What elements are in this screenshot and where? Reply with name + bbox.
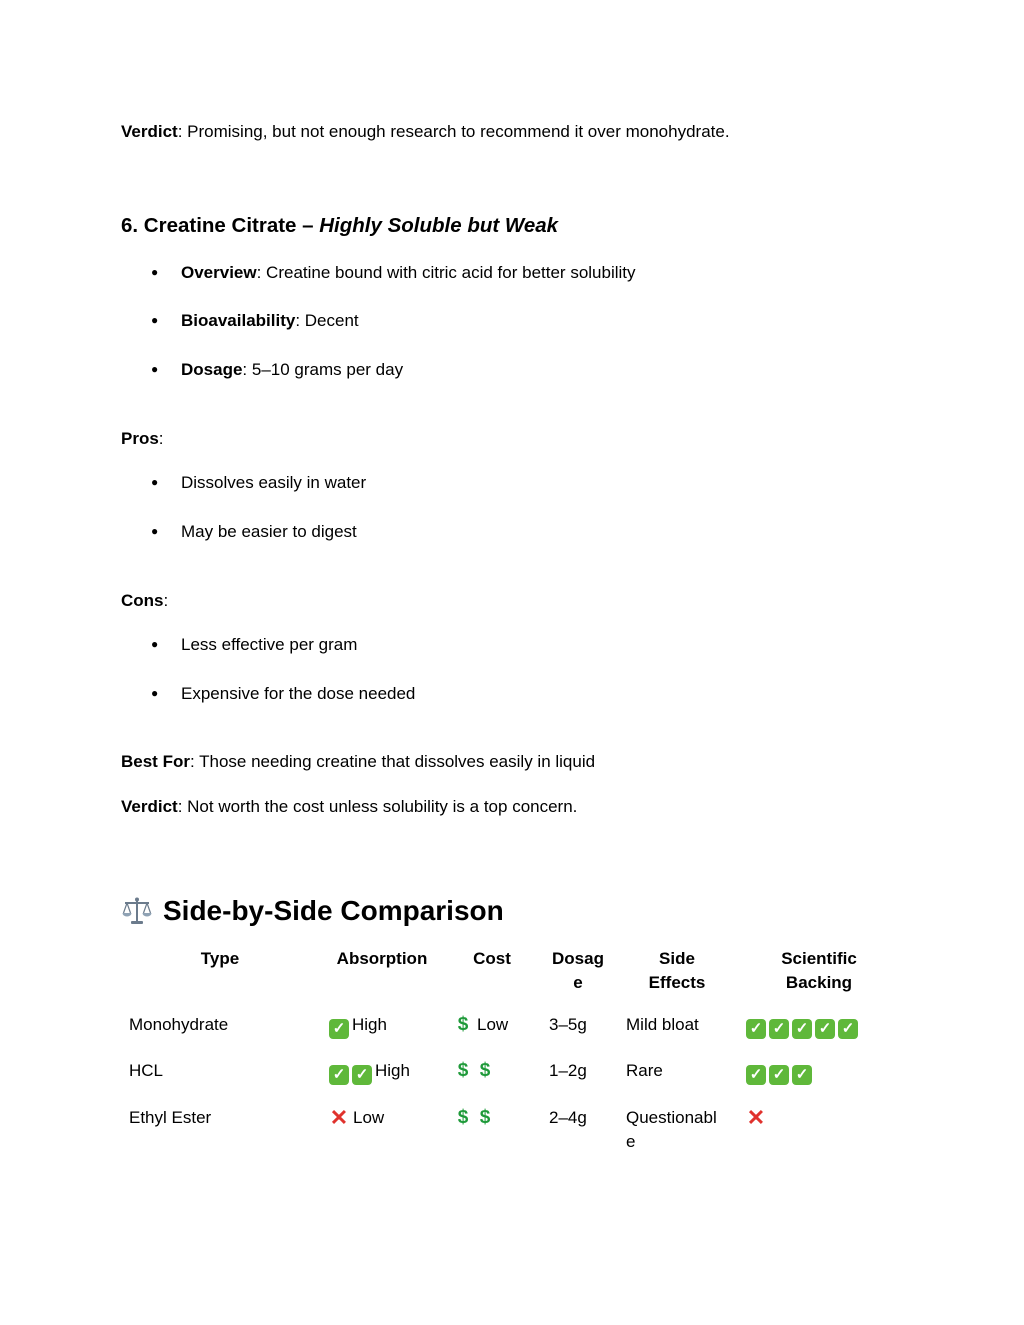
dollar-icon: $ xyxy=(457,1014,469,1035)
col-header-side-effects xyxy=(627,947,727,995)
balance-scale-icon xyxy=(121,895,153,927)
dollar-icon: $ xyxy=(479,1060,491,1081)
check-mark-icon: ✓ xyxy=(329,1019,349,1039)
cell-type: HCL xyxy=(129,1061,164,1080)
best-for xyxy=(121,752,595,772)
cell-absorption xyxy=(329,1106,449,1130)
cell-absorption xyxy=(329,1013,449,1039)
dollar-icon: $ xyxy=(479,1107,491,1128)
prev-verdict-text: : Promising, but not enough research to recommend it over monohydrate. xyxy=(177,122,730,141)
cell-side-line1: Questionabl xyxy=(626,1108,717,1127)
cell-side-effects xyxy=(626,1059,741,1083)
check-mark-icon: ✓ xyxy=(769,1065,789,1085)
comparison-heading xyxy=(121,895,504,927)
cell-type: Ethyl Ester xyxy=(129,1108,212,1127)
verdict-text: : Not worth the cost unless solubility is a top concern. xyxy=(177,797,578,816)
dollar-icon: $ xyxy=(457,1060,469,1081)
bullet-icon: ● xyxy=(151,362,159,376)
check-mark-icon: ✓ xyxy=(329,1065,349,1085)
cell-cost xyxy=(455,1059,545,1083)
cell-dosage: 2–4g xyxy=(549,1108,587,1127)
check-mark-icon: ✓ xyxy=(769,1019,789,1039)
col-header-backing-line1: Scientific xyxy=(781,949,857,968)
list-item-label: Bioavailability xyxy=(181,311,296,330)
verdict xyxy=(121,797,577,817)
col-header-dosage-line1: Dosag xyxy=(552,949,604,968)
check-mark-icon: ✓ xyxy=(792,1065,812,1085)
cell-absorption-text: High xyxy=(375,1061,410,1080)
best-for-text: : Those needing creatine that dissolves easily in liquid xyxy=(189,752,596,771)
col-header-type: Type xyxy=(200,949,240,968)
cell-backing xyxy=(746,1106,886,1130)
list-item-text: : Creatine bound with citric acid for better solubility xyxy=(256,263,636,282)
list-item xyxy=(181,311,359,331)
col-header-cost: Cost xyxy=(473,949,511,968)
best-for-label: Best For xyxy=(121,752,190,771)
list-item xyxy=(181,360,403,380)
cell-side-line2: e xyxy=(626,1132,636,1151)
bullet-icon: ● xyxy=(151,686,159,700)
list-item-text: : 5–10 grams per day xyxy=(242,360,404,379)
bullet-icon: ● xyxy=(151,637,159,651)
pros-item: May be easier to digest xyxy=(181,522,357,541)
cons-item: Expensive for the dose needed xyxy=(181,684,416,703)
cell-side-effects xyxy=(626,1013,741,1037)
cell-cost-text: Low xyxy=(477,1015,509,1034)
cell-dosage: 3–5g xyxy=(549,1015,587,1034)
cell-type: Monohydrate xyxy=(129,1015,229,1034)
col-header-backing xyxy=(759,947,879,995)
cell-side-line1: Mild bloat xyxy=(626,1015,699,1034)
pros-label: Pros xyxy=(121,429,159,448)
col-header-dosage xyxy=(540,947,616,995)
section-title xyxy=(121,214,558,238)
cons-heading: Cons: xyxy=(121,591,169,610)
cell-backing xyxy=(746,1013,886,1039)
col-header-dosage-line2: e xyxy=(573,973,583,992)
check-mark-icon: ✓ xyxy=(746,1065,766,1085)
cell-absorption-text: High xyxy=(352,1015,387,1034)
cell-side-effects xyxy=(626,1106,741,1154)
pros-item: Dissolves easily in water xyxy=(181,473,367,492)
cell-dosage: 1–2g xyxy=(549,1061,587,1080)
cell-absorption xyxy=(329,1059,449,1085)
section-title-main: 6. Creatine Citrate – xyxy=(121,214,320,237)
list-item-label: Dosage xyxy=(181,360,243,379)
check-mark-icon: ✓ xyxy=(838,1019,858,1039)
bullet-icon: ● xyxy=(151,524,159,538)
cross-mark-icon: ✕ xyxy=(329,1105,349,1130)
list-item xyxy=(181,263,636,283)
check-mark-icon: ✓ xyxy=(746,1019,766,1039)
cell-backing xyxy=(746,1059,886,1085)
bullet-icon: ● xyxy=(151,313,159,327)
cons-label: Cons xyxy=(121,591,164,610)
cell-cost xyxy=(455,1013,545,1037)
col-header-side-line2: Effects xyxy=(648,973,706,992)
verdict-label: Verdict xyxy=(121,797,178,816)
col-header-side-line1: Side xyxy=(659,949,695,968)
col-header-absorption: Absorption xyxy=(336,949,428,968)
cross-mark-icon: ✕ xyxy=(746,1105,766,1130)
cons-item: Less effective per gram xyxy=(181,635,358,654)
list-item-text: : Decent xyxy=(295,311,359,330)
bullet-icon: ● xyxy=(151,475,159,489)
check-mark-icon: ✓ xyxy=(352,1065,372,1085)
cell-cost xyxy=(455,1106,545,1130)
prev-verdict-label: Verdict xyxy=(121,122,178,141)
check-mark-icon: ✓ xyxy=(815,1019,835,1039)
section-title-italic: Highly Soluble but Weak xyxy=(319,214,559,237)
cell-absorption-text: Low xyxy=(353,1108,385,1127)
cell-side-line1: Rare xyxy=(626,1061,663,1080)
bullet-icon: ● xyxy=(151,265,159,279)
pros-heading: Pros: xyxy=(121,429,164,448)
comparison-title: Side-by-Side Comparison xyxy=(163,895,504,926)
check-mark-icon: ✓ xyxy=(792,1019,812,1039)
list-item-label: Overview xyxy=(181,263,257,282)
dollar-icon: $ xyxy=(457,1107,469,1128)
prev-verdict xyxy=(121,122,730,142)
col-header-backing-line2: Backing xyxy=(785,973,853,992)
